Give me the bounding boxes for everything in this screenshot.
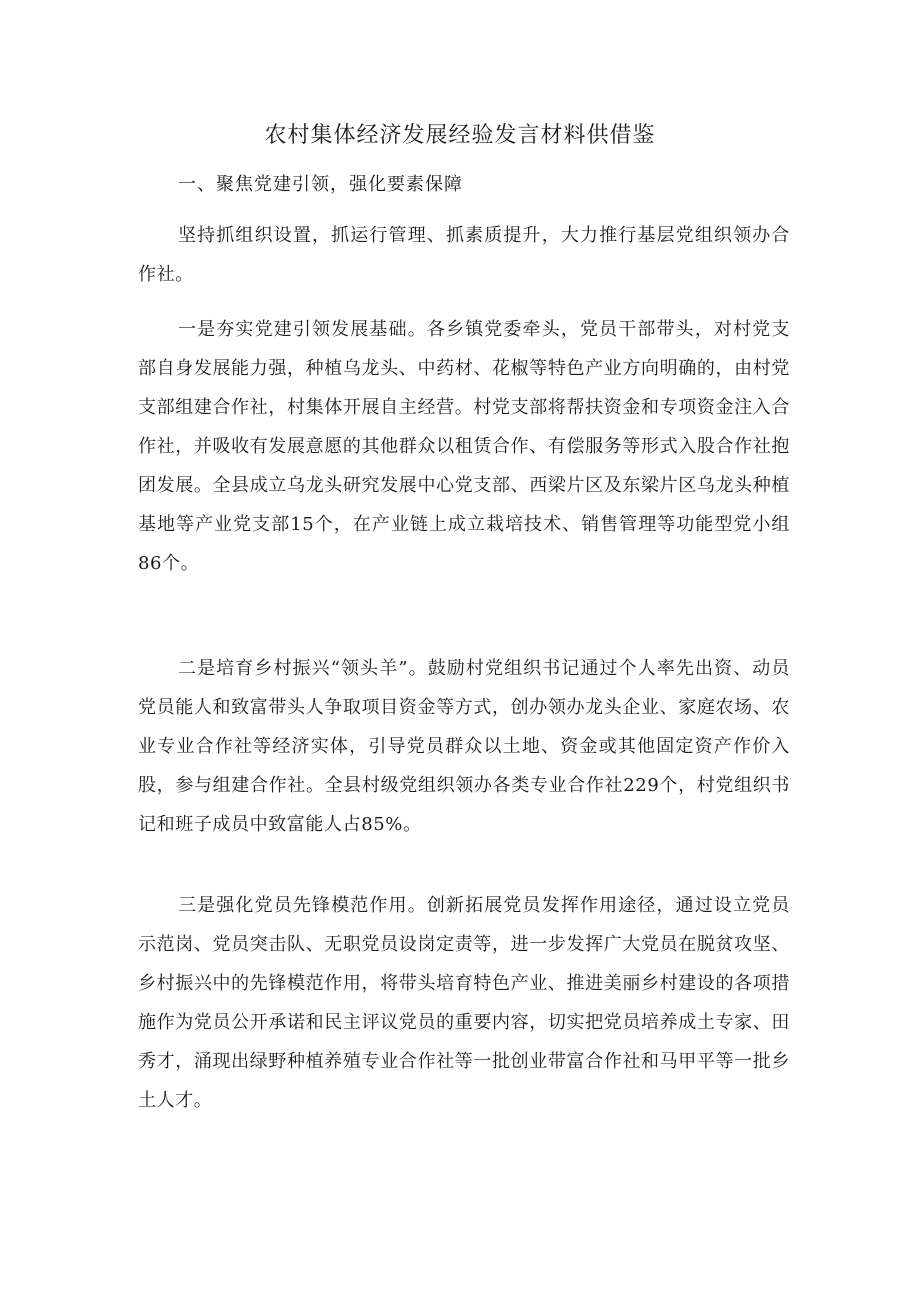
document-title: 农村集体经济发展经验发言材料供借鉴	[264, 123, 656, 148]
section-heading: 一、聚焦党建引领，强化要素保障	[178, 174, 463, 195]
paragraph-party-members-role: 三是强化党员先锋模范作用。创新拓展党员发挥作用途径，通过设立党员示范岗、党员突击队、无职党员设岗定责等，进一步发挥广大党员在脱贫攻坚、乡村振兴中的先锋模范作用，将带头培育特色产业、推进美丽乡村建设的各项措施作为党员公开承诺和民主评议党员的重要内容，切实把党员培养成土专家、田秀才，涌现出绿野种植养殖专业合作社等一批创业带富合作社和马甲平等一批乡土人才。	[138, 895, 790, 1111]
paragraph-party-building: 一是夯实党建引领发展基础。各乡镇党委牵头，党员干部带头，对村党支部自身发展能力强，种植乌龙头、中药材、花椒等特色产业方向明确的，由村党支部组建合作社，村集体开展自主经营。村党支部将帮扶资金和专项资金注入合作社，并吸收有发展意愿的其他群众以租赁合作、有偿服务等形式入股合作社抱团发展。全县成立乌龙头研究发展中心党支部、西梁片区及东梁片区乌龙头种植基地等产业党支部15个，在产业链上成立栽培技术、销售管理等功能型党小组86个。	[138, 319, 790, 574]
paragraph-intro: 坚持抓组织设置，抓运行管理、抓素质提升，大力推行基层党组织领办合作社。	[138, 225, 790, 285]
paragraph-village-leaders: 二是培育乡村振兴“领头羊”。鼓励村党组织书记通过个人率先出资、动员党员能人和致富带头人争取项目资金等方式，创办领办龙头企业、家庭农场、农业专业合作社等经济实体，引导党员群众以土地、资金或其他固定资产作价入股，参与组建合作社。全县村级党组织领办各类专业合作社229个，村党组织书记和班子成员中致富能人占85%。	[138, 658, 790, 835]
